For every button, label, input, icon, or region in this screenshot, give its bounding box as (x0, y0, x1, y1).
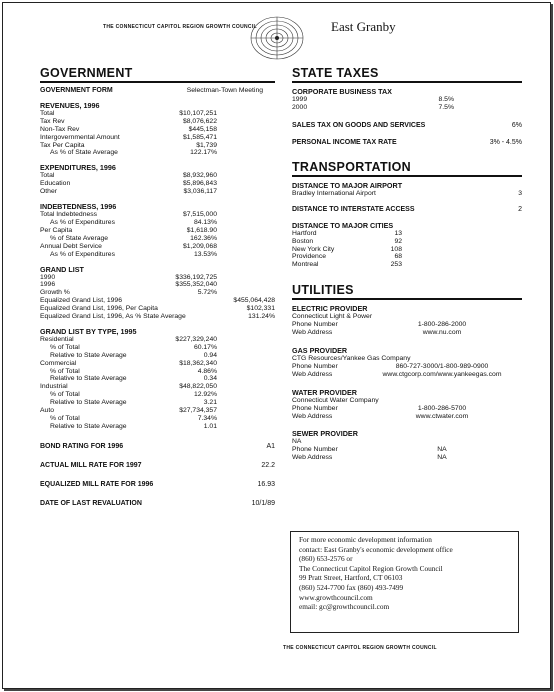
contact-line-5: 99 Pratt Street, Hartford, CT 06103 (299, 573, 403, 583)
row-value: $7,515,000 (182, 211, 217, 219)
row-label: Tax Rev (40, 117, 65, 125)
income-tax-row (292, 139, 522, 146)
government-form-row (40, 87, 275, 95)
row-value: $27,734,357 (179, 407, 217, 415)
contact-line-2: contact: East Granby's economic development office (299, 544, 453, 554)
expenditures-list (40, 172, 275, 196)
data-row (40, 352, 275, 360)
airport-title: DISTANCE TO MAJOR AIRPORT (292, 180, 403, 190)
city-row (292, 238, 522, 246)
row-value-far: $455,064,428 (233, 297, 275, 305)
row-label: Total Indebtedness (40, 211, 98, 219)
utility-label: Web Address (292, 454, 333, 462)
row-label: 1996 (40, 281, 56, 289)
data-row (40, 251, 275, 259)
utility-row (292, 454, 522, 462)
revaluation-row (40, 500, 275, 507)
eq-mill-rate-row (40, 481, 275, 488)
row-value: $1,209,068 (182, 242, 217, 250)
data-row (40, 188, 275, 196)
row-label: As % of State Average (50, 149, 118, 157)
row-label: % of Total (50, 415, 80, 422)
data-row (40, 336, 275, 344)
row-label: 1999 (292, 96, 308, 103)
grand-list-title: GRAND LIST (40, 264, 84, 274)
row-value-far: 131.24% (248, 313, 275, 321)
mill-rate-label: ACTUAL MILL RATE FOR 1997 (40, 461, 142, 469)
city-label: Montreal (292, 261, 319, 269)
utility-label: Web Address (292, 370, 333, 378)
row-label: % of Total (50, 343, 80, 351)
data-row (40, 289, 275, 297)
utility-provider-name: NA (292, 438, 302, 446)
city-row (292, 261, 522, 269)
utility-value: 1-800-286-2000 (417, 321, 467, 329)
row-label: Total (40, 172, 55, 180)
row-label: Relative to State Average (50, 375, 127, 383)
row-value: $227,329,240 (175, 335, 217, 343)
row-value: $1,739 (196, 141, 217, 149)
utility-row (292, 405, 522, 413)
data-row (40, 211, 275, 219)
city-label: New York City (292, 245, 335, 253)
row-label: Intergovernmental Amount (40, 133, 120, 141)
eq-mill-rate-label: EQUALIZED MILL RATE FOR 1996 (40, 480, 154, 488)
utility-value: www.ctwater.com (415, 412, 469, 420)
bond-rating-row (40, 443, 275, 450)
row-label: Relative to State Average (50, 351, 127, 359)
revaluation-value: 10/1/89 (251, 499, 275, 507)
data-row (292, 104, 522, 112)
header-org: THE CONNECTICUT CAPITOL REGION GROWTH COUNCIL (103, 24, 257, 30)
mill-rate-value: 22.2 (261, 461, 275, 469)
interstate-value: 2 (518, 205, 522, 213)
data-row (40, 126, 275, 134)
utility-provider-name: Connecticut Water Company (292, 396, 379, 404)
utility-value: NA (437, 446, 447, 454)
data-row (40, 110, 275, 118)
city-value: 253 (390, 261, 402, 269)
row-label: Growth % (40, 289, 70, 297)
city-value: 92 (394, 237, 402, 245)
data-row (40, 383, 275, 391)
data-row (40, 368, 275, 376)
data-row (40, 407, 275, 415)
airport-label: Bradley International Airport (292, 189, 376, 197)
row-value: $48,822,050 (179, 383, 217, 391)
row-value: 7.5% (438, 103, 454, 111)
row-value: 162.36% (190, 234, 217, 242)
row-value: $3,036,117 (183, 188, 217, 196)
city-label: Hartford (292, 229, 317, 237)
utility-value: 860-727-3000/1-800-989-0900 (395, 362, 489, 370)
utility-label: Phone Number (292, 321, 338, 329)
right-column (292, 66, 522, 462)
government-title: GOVERNMENT (40, 66, 275, 83)
government-form-label: GOVERNMENT FORM (40, 87, 113, 94)
revaluation-label: DATE OF LAST REVALUATION (40, 499, 142, 507)
data-row (40, 375, 275, 383)
cities-title: DISTANCE TO MAJOR CITIES (292, 220, 394, 230)
revenues-title: REVENUES, 1996 (40, 100, 100, 110)
row-value: 122.17% (190, 149, 217, 157)
row-label: Relative to State Average (50, 399, 127, 407)
utility-row (292, 329, 522, 337)
row-value: 60.17% (193, 343, 217, 351)
city-value: 108 (390, 245, 402, 253)
data-row (40, 297, 275, 305)
row-label: Relative to State Average (50, 422, 127, 430)
corp-tax-list (292, 96, 522, 112)
city-value: 13 (394, 229, 402, 237)
row-label: Tax Per Capita (40, 141, 85, 149)
contact-box (290, 531, 519, 633)
grand-list-type-title: GRAND LIST BY TYPE, 1995 (40, 326, 137, 336)
row-value: 12.92% (193, 391, 217, 399)
row-label: % of Total (50, 367, 80, 375)
contact-line-7[interactable]: www.growthcouncil.com (299, 592, 373, 602)
row-label: As % of Expenditures (50, 218, 115, 226)
row-label: Non-Tax Rev (40, 125, 80, 133)
logo-icon (247, 14, 313, 64)
city-row (292, 253, 522, 261)
row-value: $8,932,960 (182, 172, 217, 180)
contact-line-3: (860) 653-2576 or (299, 554, 353, 564)
data-row (40, 142, 275, 150)
data-row (40, 243, 275, 251)
utility-value: NA (437, 454, 447, 462)
data-row (40, 118, 275, 126)
data-row (40, 415, 275, 423)
row-value: 1.01 (203, 422, 217, 430)
row-label: Education (40, 180, 71, 188)
row-label: Annual Debt Service (40, 242, 102, 250)
contact-line-4: The Connecticut Capitol Region Growth Council (299, 563, 443, 573)
data-row (40, 219, 275, 227)
data-row (40, 313, 275, 321)
town-name: East Granby (331, 19, 396, 34)
utility-title: WATER PROVIDER (292, 387, 357, 397)
contact-line-6: (860) 524-7700 fax (860) 493-7499 (299, 582, 404, 592)
utility-value: 1-800-286-5700 (417, 404, 467, 412)
row-label: 1990 (40, 273, 56, 281)
utility-label: Phone Number (292, 446, 338, 454)
utility-label: Phone Number (292, 362, 338, 370)
utilities-title: UTILITIES (292, 283, 522, 300)
contact-line-8[interactable]: email: gc@growthcouncil.com (299, 602, 390, 612)
utility-row (292, 413, 522, 421)
utility-row (292, 321, 522, 329)
row-value: 0.94 (203, 351, 217, 359)
data-row (40, 149, 275, 157)
utility-value: www.ctgcorp.com/www.yankeegas.com (382, 370, 502, 378)
utility-row (292, 446, 522, 454)
row-value: $10,107,251 (179, 109, 217, 117)
footer-org: THE CONNECTICUT CAPITOL REGION GROWTH COUNCIL (283, 645, 437, 651)
data-row (40, 172, 275, 180)
interstate-row (292, 206, 522, 213)
utility-name (292, 313, 522, 321)
data-row (292, 96, 522, 104)
sales-tax-value: 6% (511, 121, 522, 129)
row-value: 0.34 (203, 375, 217, 383)
data-row (40, 235, 275, 243)
indebtedness-title: INDEBTEDNESS, 1996 (40, 202, 117, 212)
government-column (40, 66, 275, 507)
revenues-list (40, 110, 275, 157)
utility-row (292, 371, 522, 379)
sales-tax-row (292, 122, 522, 129)
city-label: Boston (292, 237, 314, 245)
city-value: 68 (394, 253, 402, 261)
data-row (40, 134, 275, 142)
grand-list (40, 274, 275, 321)
mill-rate-row (40, 462, 275, 469)
row-label: Per Capita (40, 226, 73, 234)
interstate-label: DISTANCE TO INTERSTATE ACCESS (292, 205, 415, 213)
eq-mill-rate-value: 16.93 (257, 480, 275, 488)
row-value: $1,585,471 (182, 133, 217, 141)
row-label: Equalized Grand List, 1996, Per Capita (40, 305, 158, 313)
government-form-value: Selectman-Town Meeting (186, 87, 263, 94)
utility-title: GAS PROVIDER (292, 345, 348, 355)
cities-list (292, 230, 522, 270)
row-value: 7.34% (197, 415, 217, 422)
row-value-far: $102,331 (246, 305, 275, 313)
row-label: As % of Expenditures (50, 250, 115, 258)
expenditures-title: EXPENDITURES, 1996 (40, 163, 116, 173)
income-tax-label: PERSONAL INCOME TAX RATE (292, 138, 397, 146)
indebtedness-list (40, 211, 275, 258)
data-row (40, 399, 275, 407)
row-value: $8,076,622 (182, 117, 217, 125)
airport-row (292, 190, 522, 198)
row-value: 5.72% (197, 289, 217, 297)
row-value: 84.13% (193, 218, 217, 226)
row-label: Industrial (40, 383, 68, 391)
data-row (40, 305, 275, 313)
utility-label: Web Address (292, 329, 333, 337)
row-value: $1,618.90 (186, 226, 217, 234)
sales-tax-label: SALES TAX ON GOODS AND SERVICES (292, 121, 426, 129)
bond-rating-value: A1 (266, 442, 275, 450)
utility-label: Web Address (292, 412, 333, 420)
data-row (40, 360, 275, 368)
city-label: Providence (292, 253, 327, 261)
data-row (40, 274, 275, 282)
utilities-list (292, 304, 522, 462)
row-label: Equalized Grand List, 1996, As % State Average (40, 313, 186, 321)
row-label: % of Total (50, 391, 80, 399)
utility-provider-name: CTG Resources/Yankee Gas Company (292, 354, 411, 362)
data-row (40, 391, 275, 399)
row-label: Auto (40, 407, 54, 415)
row-label: Total (40, 109, 55, 117)
row-value: 4.86% (197, 367, 217, 375)
row-label: Other (40, 188, 57, 196)
row-label: Equalized Grand List, 1996 (40, 297, 122, 305)
row-value: $355,352,040 (175, 281, 217, 289)
row-label: Commercial (40, 359, 77, 367)
utility-title: SEWER PROVIDER (292, 429, 358, 439)
city-row (292, 246, 522, 254)
utility-row (292, 363, 522, 371)
utility-label: Phone Number (292, 404, 338, 412)
row-label: 2000 (292, 103, 308, 111)
data-row (40, 423, 275, 431)
grand-list-type-list (40, 336, 275, 431)
utility-name (292, 355, 522, 363)
data-row (40, 281, 275, 289)
row-label: Residential (40, 335, 74, 343)
row-value: $445,158 (188, 125, 217, 133)
income-tax-value: 3% - 4.5% (489, 138, 522, 146)
row-value: 13.53% (193, 250, 217, 258)
data-row (40, 344, 275, 352)
state-taxes-title: STATE TAXES (292, 66, 522, 83)
utility-title: ELECTRIC PROVIDER (292, 304, 368, 314)
utility-provider-name: Connecticut Light & Power (292, 313, 373, 321)
airport-value: 3 (518, 189, 522, 197)
row-value: 3.21 (203, 399, 217, 407)
row-label: % of State Average (50, 234, 109, 242)
utility-name (292, 397, 522, 405)
data-row (40, 180, 275, 188)
row-value: $336,192,725 (175, 273, 217, 281)
data-row (40, 227, 275, 235)
utility-value: www.nu.com (422, 329, 462, 337)
utility-name (292, 438, 522, 446)
row-value: $5,896,843 (182, 180, 217, 188)
contact-line-1: For more economic development information (299, 535, 432, 544)
row-value: 8.5% (438, 96, 454, 103)
row-value: $18,362,340 (179, 359, 217, 367)
bond-rating-label: BOND RATING FOR 1996 (40, 442, 124, 450)
city-row (292, 230, 522, 238)
corp-tax-title: CORPORATE BUSINESS TAX (292, 87, 392, 96)
transportation-title: TRANSPORTATION (292, 160, 522, 177)
